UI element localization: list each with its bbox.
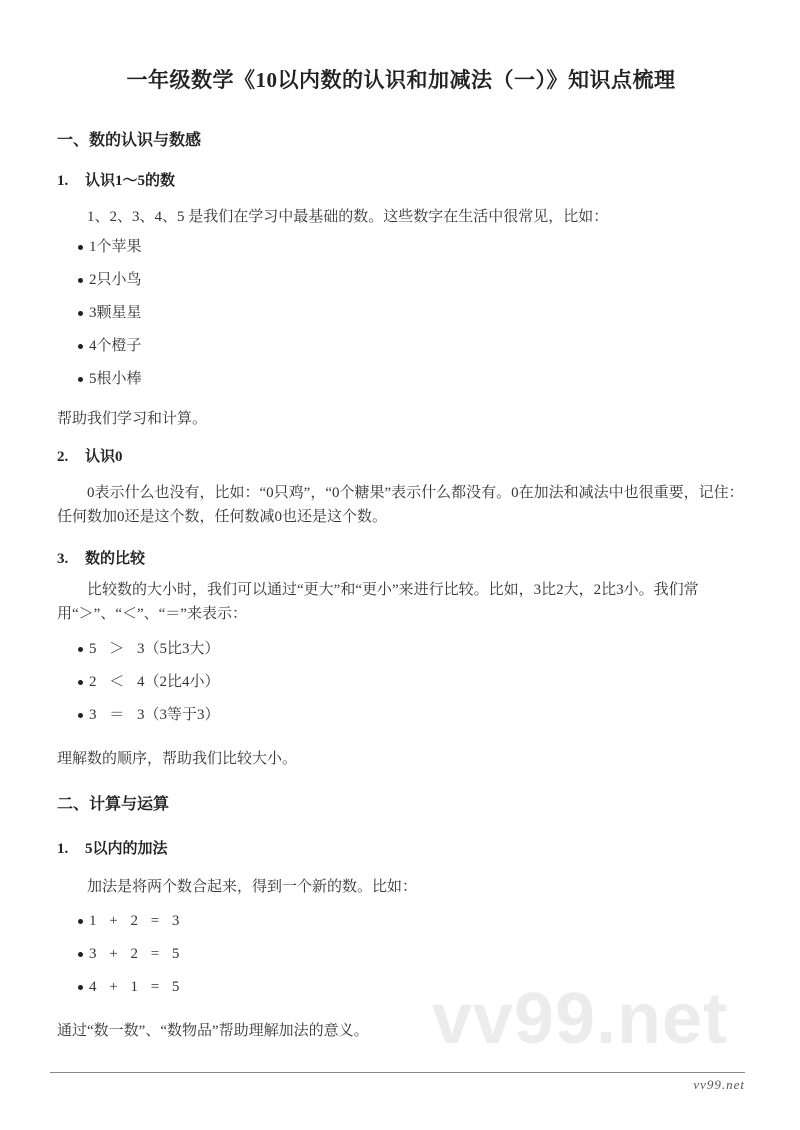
sub-heading-number: 1. <box>57 841 69 857</box>
list-item-text: 3 + 2 = 5 <box>89 946 180 962</box>
list-item <box>57 304 745 323</box>
bullet-dot-icon <box>78 680 83 685</box>
addition-list <box>57 912 745 997</box>
paragraph: 比较数的大小时，我们可以通过“更大”和“更小”来进行比较。比如，3比2大，2比3小。我们常用“＞”、“＜”、“＝”来表示： <box>57 582 699 622</box>
list-item <box>57 238 745 257</box>
page-footer <box>50 1072 745 1094</box>
bullet-dot-icon <box>78 377 83 382</box>
list-item <box>57 271 745 290</box>
sub-heading-text: 认识1～5的数 <box>85 173 176 189</box>
list-item <box>57 337 745 356</box>
paragraph: 1、2、3、4、5 是我们在学习中最基础的数。这些数字在生活中很常见，比如： <box>87 209 609 225</box>
paragraph: 帮助我们学习和计算。 <box>57 411 208 427</box>
page-title: 一年级数学《10以内数的认识和加减法（一）》知识点梳理 <box>126 68 676 92</box>
example-list <box>57 238 745 389</box>
bullet-dot-icon <box>78 985 83 990</box>
list-item-text: 2只小鸟 <box>89 272 142 288</box>
bullet-dot-icon <box>78 278 83 283</box>
footer-site-label: vv99.net <box>693 1077 745 1092</box>
bullet-dot-icon <box>78 344 83 349</box>
list-item <box>57 640 745 659</box>
paragraph: 加法是将两个数合起来，得到一个新的数。比如： <box>87 879 418 895</box>
sub-heading-1-3 <box>57 550 745 569</box>
comparison-list <box>57 640 745 725</box>
list-item-text: 5根小棒 <box>89 371 142 387</box>
list-item <box>57 706 745 725</box>
bullet-dot-icon <box>78 919 83 924</box>
paragraph: 通过“数一数”、“数物品”帮助理解加法的意义。 <box>57 1023 369 1039</box>
sub-heading-text: 数的比较 <box>85 551 146 567</box>
section-heading-1: 一、数的认识与数感 <box>57 132 202 149</box>
sub-heading-1-2 <box>57 448 745 467</box>
paragraph: 0表示什么也没有，比如：“0只鸡”，“0个糖果”表示什么都没有。0在加法和减法中也很重要，记住：任何数加0还是这个数，任何数减0也还是这个数。 <box>57 485 744 525</box>
watermark: vv99.net <box>431 979 728 1059</box>
sub-heading-text: 5以内的加法 <box>85 841 168 857</box>
sub-heading-text: 认识0 <box>85 449 123 465</box>
sub-heading-number: 2. <box>57 449 69 465</box>
list-item-text: 2 ＜ 4（2比4小） <box>89 674 220 690</box>
list-item-text: 1个苹果 <box>89 239 142 255</box>
list-item-text: 3 ＝ 3（3等于3） <box>89 707 220 723</box>
sub-heading-1-1 <box>57 172 745 191</box>
list-item-text: 4 + 1 = 5 <box>89 979 180 995</box>
bullet-dot-icon <box>78 647 83 652</box>
section-heading-2: 二、计算与运算 <box>57 796 170 813</box>
bullet-dot-icon <box>78 311 83 316</box>
list-item <box>57 370 745 389</box>
bullet-dot-icon <box>78 952 83 957</box>
bullet-dot-icon <box>78 245 83 250</box>
list-item-text: 4个橙子 <box>89 338 142 354</box>
list-item-text: 3颗星星 <box>89 305 142 321</box>
list-item <box>57 673 745 692</box>
sub-heading-2-1 <box>57 840 745 859</box>
list-item-text: 5 ＞ 3（5比3大） <box>89 641 220 657</box>
list-item <box>57 912 745 931</box>
list-item <box>57 978 745 997</box>
paragraph: 理解数的顺序，帮助我们比较大小。 <box>57 751 298 767</box>
list-item <box>57 945 745 964</box>
list-item-text: 1 + 2 = 3 <box>89 913 180 929</box>
bullet-dot-icon <box>78 713 83 718</box>
sub-heading-number: 1. <box>57 173 69 189</box>
sub-heading-number: 3. <box>57 551 69 567</box>
